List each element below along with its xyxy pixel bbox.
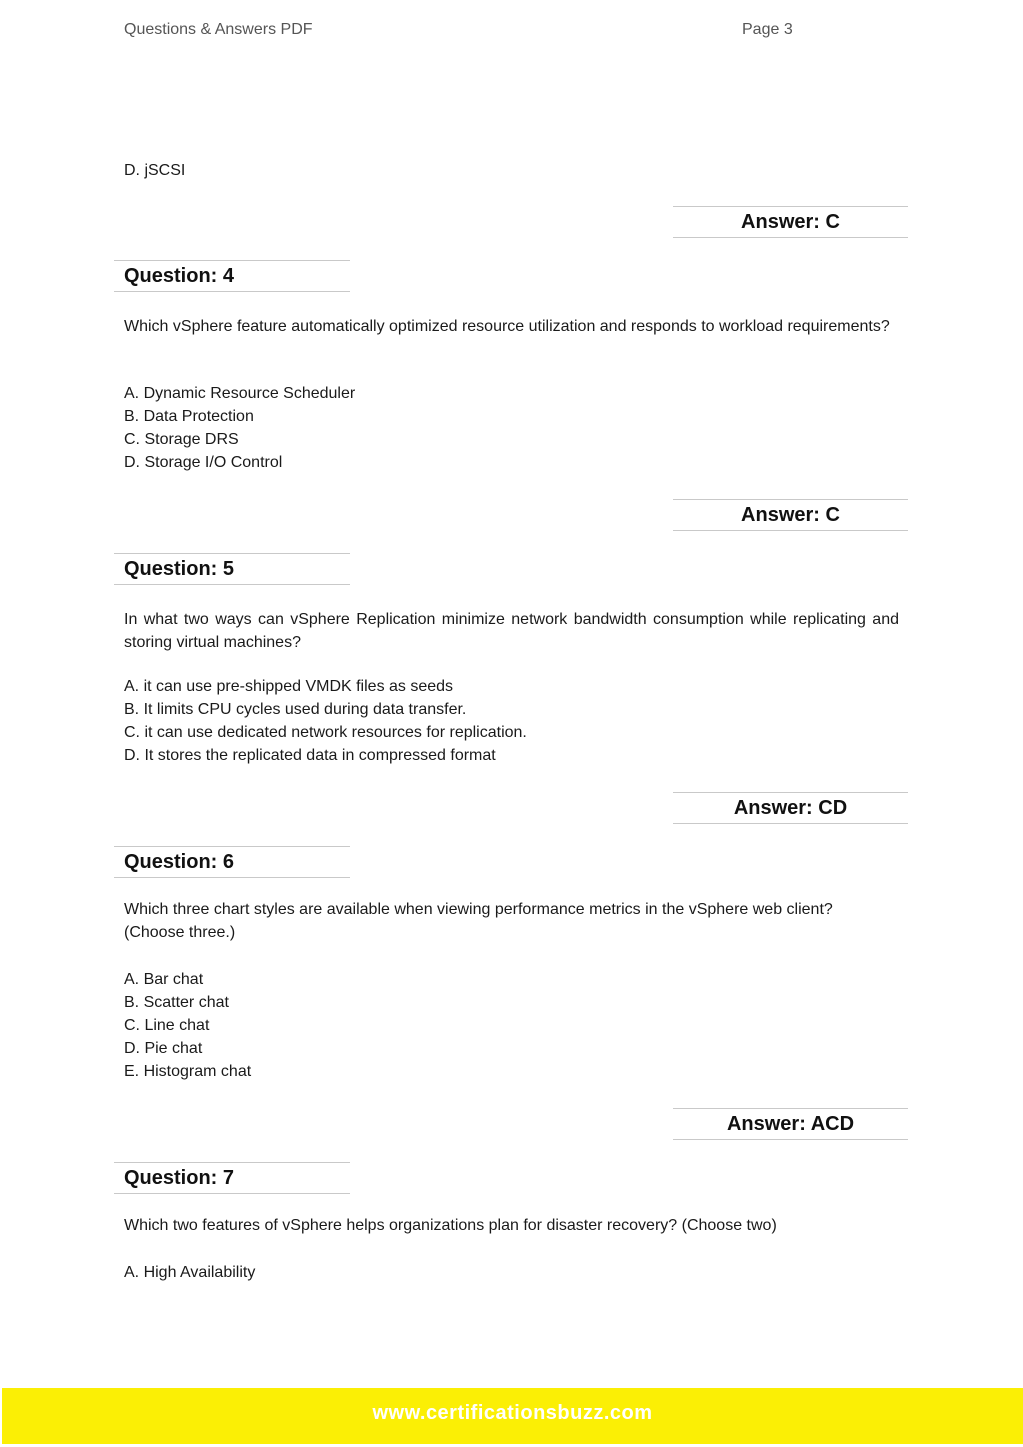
q7-heading — [114, 1162, 350, 1194]
q5-option-d: D. It stores the replicated data in compressed format — [124, 747, 496, 764]
document-title: Questions & Answers PDF — [124, 21, 313, 38]
q5-option-b: B. It limits CPU cycles used during data transfer. — [124, 701, 467, 718]
q6-heading-label: Question: 6 — [124, 851, 235, 873]
q6-text-line1: Which three chart styles are available when viewing performance metrics in the vSphere web client? — [124, 901, 833, 918]
q7-text: Which two features of vSphere helps organizations plan for disaster recovery? (Choose two) — [124, 1217, 777, 1234]
footer-banner — [2, 1388, 1023, 1444]
q4-option-d: D. Storage I/O Control — [124, 454, 283, 471]
q7-heading-label: Question: 7 — [124, 1167, 235, 1189]
q4-answer: Answer: C — [673, 499, 908, 531]
q5-option-c: C. it can use dedicated network resources for replication. — [124, 724, 527, 741]
q5-answer: Answer: CD — [673, 792, 908, 824]
q4-heading-label: Question: 4 — [124, 265, 235, 287]
q6-heading — [114, 846, 350, 878]
q5-text: In what two ways can vSphere Replication minimize network bandwidth consumption while replicating and storing virtual machines? — [124, 611, 899, 651]
q6-option-a: A. Bar chat — [124, 971, 204, 988]
q4-heading — [114, 260, 350, 292]
q4-text: Which vSphere feature automatically optimized resource utilization and responds to workload requirements? — [124, 318, 890, 335]
q7-option-a: A. High Availability — [124, 1264, 256, 1281]
q5-option-a: A. it can use pre-shipped VMDK files as seeds — [124, 678, 454, 695]
q5-heading-label: Question: 5 — [124, 558, 235, 580]
q4-option-c: C. Storage DRS — [124, 431, 239, 448]
q6-option-d: D. Pie chat — [124, 1040, 203, 1057]
q3-option-d: D. jSCSI — [124, 162, 186, 179]
q6-text-line2: (Choose three.) — [124, 924, 236, 941]
footer-url-link[interactable]: www.certificationsbuzz.com — [372, 1402, 653, 1424]
q4-option-a: A. Dynamic Resource Scheduler — [124, 385, 356, 402]
q6-option-e: E. Histogram chat — [124, 1063, 252, 1080]
q6-option-b: B. Scatter chat — [124, 994, 229, 1011]
q6-answer: Answer: ACD — [673, 1108, 908, 1140]
q3-answer: Answer: C — [673, 206, 908, 238]
q6-option-c: C. Line chat — [124, 1017, 210, 1034]
q4-option-b: B. Data Protection — [124, 408, 254, 425]
q5-heading — [114, 553, 350, 585]
page-number: Page 3 — [742, 21, 793, 38]
